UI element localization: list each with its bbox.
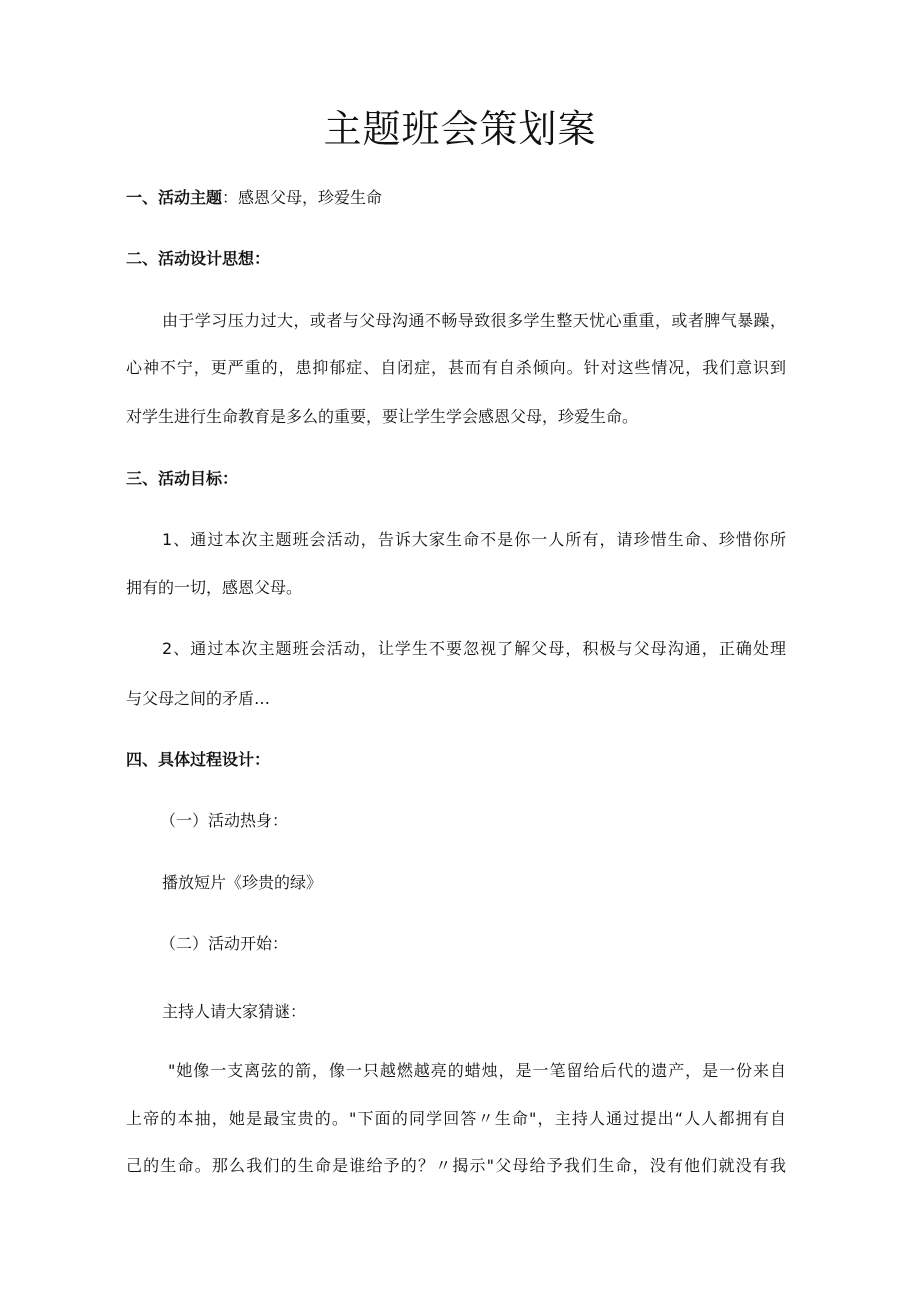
goal2-line-2: 与父母之间的矛盾… — [126, 689, 271, 708]
section1-label: 一、活动主题 — [126, 188, 223, 207]
subsection1-text: 播放短片《珍贵的绿》 — [162, 873, 323, 892]
subsection1-heading: （一）活动热身： — [160, 811, 289, 830]
riddle-line-1: "她像一支离弦的箭，像一只越燃越亮的蜡烛，是一笔留给后代的遗产，是一份来自 — [168, 1061, 786, 1080]
riddle-line-3: 己的生命。那么我们的生命是谁给予的？〃揭示"父母给予我们生命，没有他们就没有我 — [126, 1156, 786, 1175]
riddle-line-2: 上帝的本抽，她是最宝贵的。"下面的同学回答〃生命"，主持人通过提出“人人都拥有自 — [126, 1109, 786, 1128]
goal1-line-2: 拥有的一切，感恩父母。 — [126, 578, 303, 597]
section1-value: 感恩父母，珍爱生命 — [238, 188, 383, 207]
page-title: 主题班会策划案 — [323, 107, 597, 151]
section3-heading: 三、活动目标： — [126, 469, 239, 488]
goal2-line-1: 2、通过本次主题班会活动，让学生不要忽视了解父母，积极与父母沟通，正确处理 — [162, 639, 786, 658]
section2-paragraph-line-1: 由于学习压力过大，或者与父母沟通不畅导致很多学生整天忧心重重，或者脾气暴躁， — [162, 311, 786, 330]
section2-paragraph-line-3: 对学生进行生命教育是多么的重要，要让学生学会感恩父母，珍爱生命。 — [126, 407, 639, 426]
section1-line — [126, 187, 806, 209]
subsection2-heading: （二）活动开始： — [160, 934, 289, 953]
goal1-line-1: 1、通过本次主题班会活动，告诉大家生命不是你一人所有，请珍惜生命、珍惜你所 — [162, 530, 786, 549]
section4-heading: 四、具体过程设计： — [126, 750, 271, 769]
section2-heading: 二、活动设计思想： — [126, 249, 271, 268]
subsection2-intro: 主持人请大家猜谜： — [162, 1002, 307, 1021]
section2-paragraph-line-2: 心神不宁，更严重的，患抑郁症、自闭症，甚而有自杀倾向。针对这些情况，我们意识到 — [126, 358, 786, 377]
section1-colon: ： — [222, 188, 239, 207]
